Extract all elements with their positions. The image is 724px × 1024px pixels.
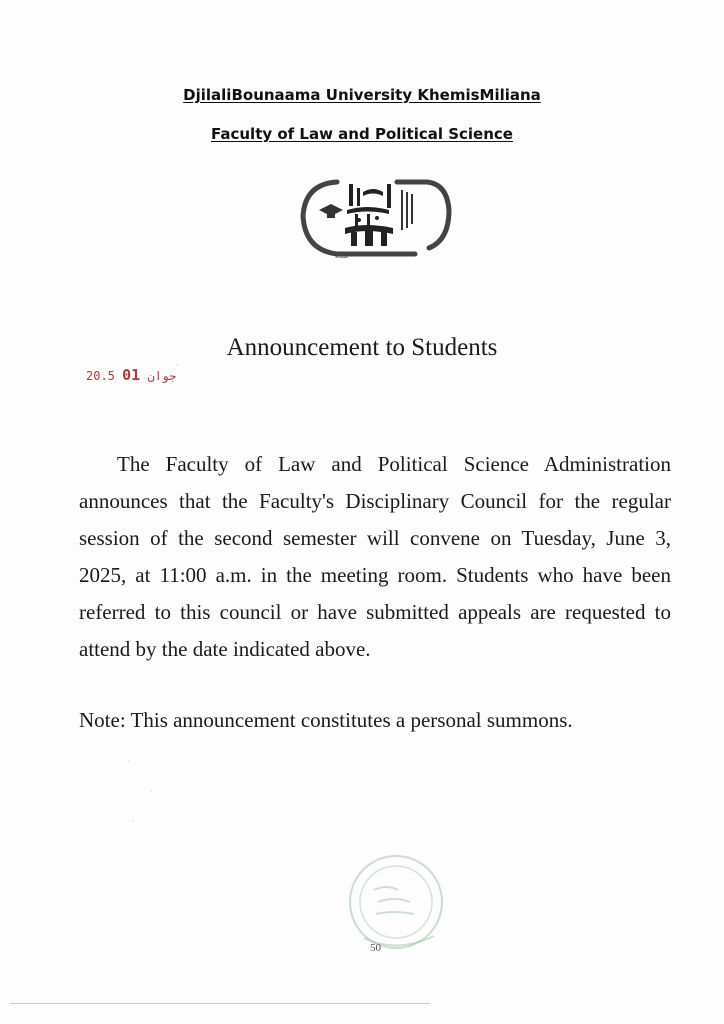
scan-speck	[176, 364, 178, 366]
scan-speck	[128, 760, 130, 762]
date-stamp-month: جوان	[147, 369, 177, 383]
date-stamp	[86, 366, 176, 384]
svg-text:ميليانة: ميليانة	[335, 254, 348, 260]
university-name: DjilaliBounaama University KhemisMiliana	[183, 86, 541, 104]
page-number: 50	[370, 942, 381, 954]
announcement-paragraph: The Faculty of Law and Political Science Administration announces that the Faculty's Disciplinary Council for the regular session of the second semester will convene on Tuesday, June 3, 2025, at 11:00 a.m. in the meeting room. Students who have been referred to this council or have submitted appeals are requested to attend by the date indicated above.	[79, 452, 671, 661]
bottom-divider	[10, 1003, 430, 1004]
date-stamp-year: 20.5	[86, 369, 115, 383]
faculty-name: Faculty of Law and Political Science	[211, 125, 513, 143]
official-seal-stamp-icon	[334, 850, 464, 965]
scan-speck	[132, 820, 134, 822]
announcement-note: Note: This announcement constitutes a personal summons.	[79, 708, 573, 732]
announcement-title: Announcement to Students	[226, 334, 498, 361]
university-logo-icon	[297, 170, 457, 260]
announcement-body	[79, 446, 671, 668]
scan-speck	[150, 790, 152, 792]
date-stamp-day: 01	[122, 366, 141, 384]
